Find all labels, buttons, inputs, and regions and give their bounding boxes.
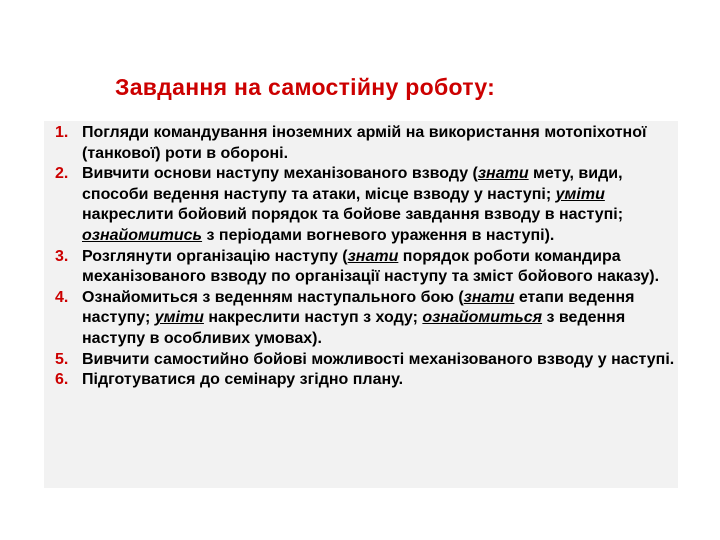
slide-title: Завдання на самостійну роботу:: [115, 74, 496, 100]
text-segment: Ознайомиться з веденням наступального бою (: [82, 288, 464, 306]
item-text: [82, 370, 678, 391]
list-item: [55, 350, 678, 371]
item-number: 4.: [55, 288, 69, 306]
text-segment: з ведення наступу в особливих умовах).: [82, 309, 626, 347]
list-item: [55, 288, 678, 350]
emphasis-text: знати: [463, 288, 515, 306]
text-segment: Вивчити самостийно бойові можливості механізованого взводу у наступі.: [82, 350, 675, 368]
emphasis-text: уміти: [154, 309, 204, 327]
item-number: 3.: [55, 247, 69, 265]
text-segment: етапи ведення наступу;: [82, 288, 635, 327]
list-item: [55, 370, 678, 391]
item-text: [82, 164, 678, 246]
item-number: 5.: [55, 350, 69, 368]
list-item: [55, 164, 678, 246]
text-segment: накреслити бойовий порядок та бойове завдання взводу в наступі;: [82, 206, 624, 224]
emphasis-text: знати: [477, 165, 529, 183]
text-segment: з періодами вогневого ураження в наступі).: [202, 226, 555, 244]
text-segment: мету, види, способи ведення наступу та атаки, місце взводу у наступі;: [82, 165, 623, 203]
list-item: [55, 123, 678, 164]
task-list: [55, 123, 678, 391]
text-segment: Підготуватися до семінару згідно плану.: [82, 371, 404, 389]
text-segment: Вивчити основи наступу механізованого взводу (: [82, 165, 478, 183]
text-segment: Погляди командування іноземних армій на використання мотопіхотної (танкової) роти в обороні.: [82, 124, 647, 162]
text-segment: накреслити наступ з ходу;: [203, 309, 423, 327]
item-number: 1.: [55, 124, 69, 141]
text-segment: Розглянути організацію наступу (: [82, 247, 348, 265]
item-text: [82, 247, 678, 288]
emphasis-text: ознайомиться: [422, 309, 543, 327]
text-segment: порядок роботи командира механізованого взводу по організації наступу та зміст бойового наказу).: [82, 247, 660, 286]
emphasis-text: знати: [347, 247, 399, 265]
item-number: 6.: [55, 371, 69, 389]
emphasis-text: ознайомитись: [82, 226, 203, 244]
list-item: [55, 247, 678, 288]
item-number: 2.: [55, 165, 69, 183]
item-text: [82, 350, 678, 371]
item-text: [82, 123, 678, 164]
item-text: [82, 288, 678, 350]
emphasis-text: уміти: [555, 185, 605, 203]
task-panel: [44, 121, 678, 488]
